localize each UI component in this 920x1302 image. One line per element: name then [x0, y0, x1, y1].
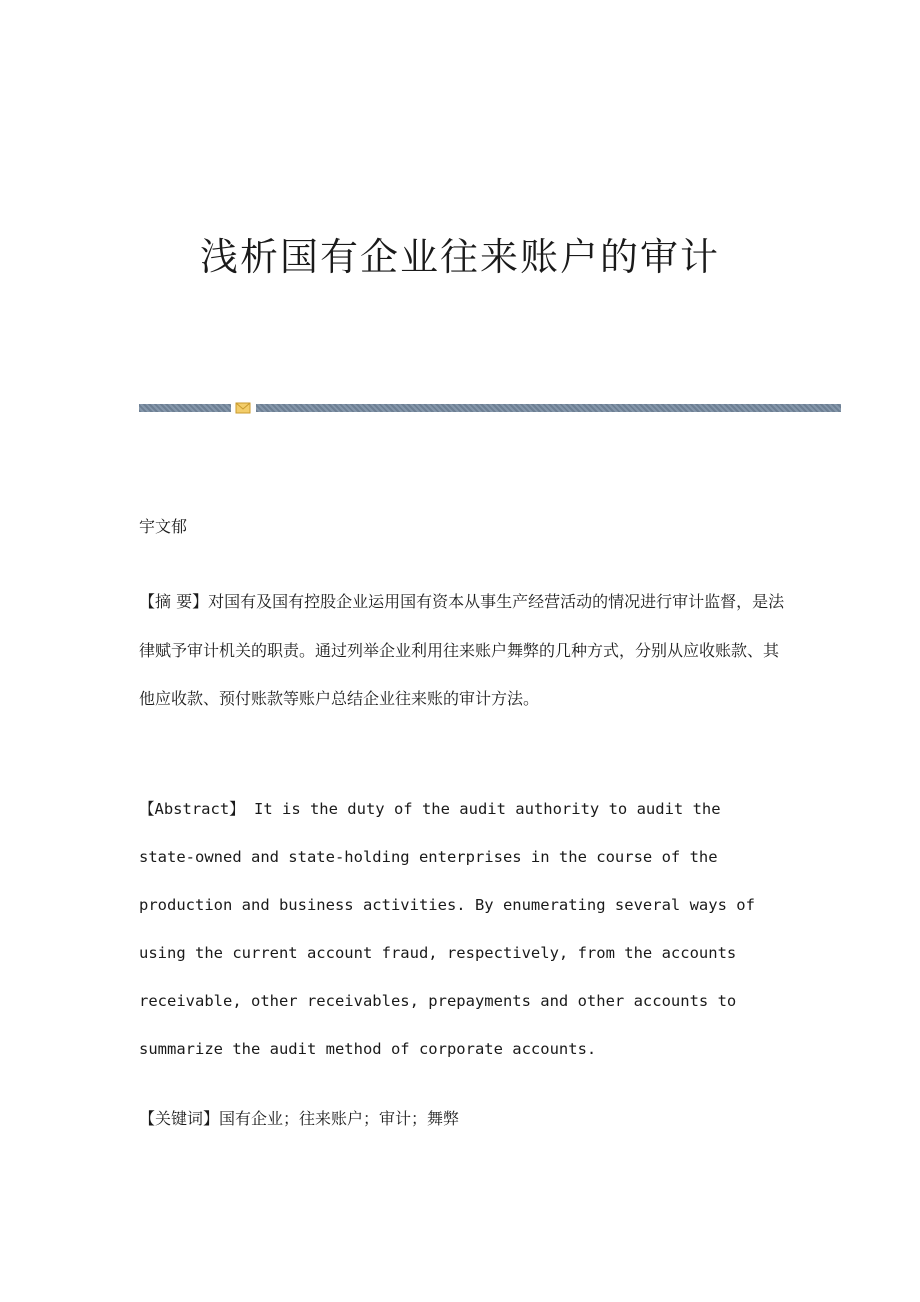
- author-name: 宇文郁: [139, 517, 188, 536]
- divider-bar-right: [256, 404, 841, 412]
- keywords: [139, 1106, 459, 1129]
- keywords-text: 国有企业；往来账户；审计；舞弊: [219, 1109, 460, 1128]
- english-abstract-text: It is the duty of the audit authority to audit the state-owned and state-holding enterprises in the course of the production and business activities. By enumerating several ways of using the current account fraud, respectively, from the accounts receivable, other receivables, prepayments and other accounts to summarize the audit method of corporate accounts.: [139, 800, 755, 1058]
- english-abstract: [139, 785, 789, 1073]
- divider-bar-left: [139, 404, 231, 412]
- envelope-ornament-icon: [235, 401, 251, 415]
- keywords-label: 【关键词】: [139, 1109, 220, 1128]
- chinese-abstract-label: 【摘 要】: [139, 592, 209, 611]
- title-divider: [139, 403, 841, 413]
- paper-title: 浅析国有企业往来账户的审计: [199, 235, 720, 279]
- english-abstract-label: 【Abstract】: [139, 800, 245, 818]
- chinese-abstract-text: 对国有及国有控股企业运用国有资本从事生产经营活动的情况进行审计监督，是法律赋予审计机关的职责。通过列举企业利用往来账户舞弊的几种方式，分别从应收账款、其他应收款、预付账款等账户总结企业往来账的审计方法。: [139, 592, 785, 708]
- chinese-abstract: [139, 578, 789, 724]
